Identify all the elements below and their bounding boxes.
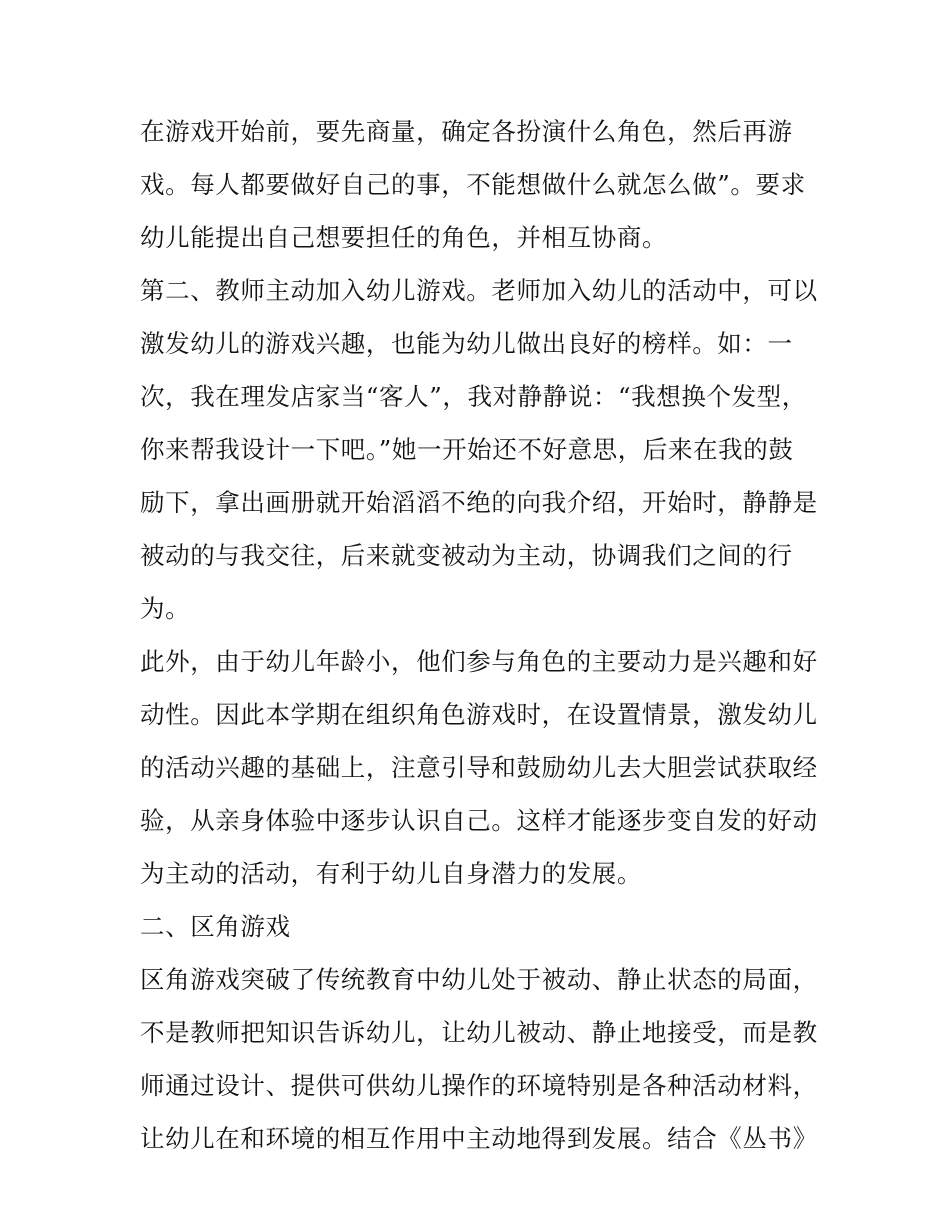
document-body <box>140 105 820 1165</box>
text-line: 次，我在理发店家当“客人”，我对静静说：“我想换个发型， <box>140 382 807 411</box>
text-line: 让幼儿在和环境的相互作用中主动地得到发展。结合《丛书》 <box>140 1124 818 1153</box>
text-line: 戏。每人都要做好自己的事，不能想做什么就怎么做”。要求 <box>140 170 806 199</box>
section-heading: 二、区角游戏 <box>140 912 291 941</box>
text-line: 第二、教师主动加入幼儿游戏。老师加入幼儿的活动中，可以 <box>140 276 818 305</box>
text-line: 励下，拿出画册就开始滔滔不绝的向我介绍，开始时，静静是 <box>140 488 818 517</box>
text-line: 师通过设计、提供可供幼儿操作的环境特别是各种活动材料， <box>140 1071 818 1100</box>
text-line: 区角游戏突破了传统教育中幼儿处于被动、静止状态的局面， <box>140 965 818 994</box>
text-line: 此外，由于幼儿年龄小，他们参与角色的主要动力是兴趣和好 <box>140 647 818 676</box>
text-line: 你来帮我设计一下吧。”她一开始还不好意思，后来在我的鼓 <box>140 435 794 464</box>
text-line: 为主动的活动，有利于幼儿自身潜力的发展。 <box>140 859 642 888</box>
text-line: 幼儿能提出自己想要担任的角色，并相互协商。 <box>140 223 668 252</box>
text-line: 验，从亲身体验中逐步认识自己。这样才能逐步变自发的好动 <box>140 806 818 835</box>
text-line: 激发幼儿的游戏兴趣，也能为幼儿做出良好的榜样。如：一 <box>140 329 793 358</box>
text-line: 动性。因此本学期在组织角色游戏时，在设置情景，激发幼儿 <box>140 700 818 729</box>
text-line: 被动的与我交往，后来就变被动为主动，协调我们之间的行 <box>140 541 793 570</box>
text-line: 的活动兴趣的基础上，注意引导和鼓励幼儿去大胆尝试获取经 <box>140 753 818 782</box>
text-line: 不是教师把知识告诉幼儿，让幼儿被动、静止地接受，而是教 <box>140 1018 818 1047</box>
text-line: 在游戏开始前，要先商量，确定各扮演什么角色，然后再游 <box>140 117 793 146</box>
text-line: 为。 <box>140 594 191 623</box>
